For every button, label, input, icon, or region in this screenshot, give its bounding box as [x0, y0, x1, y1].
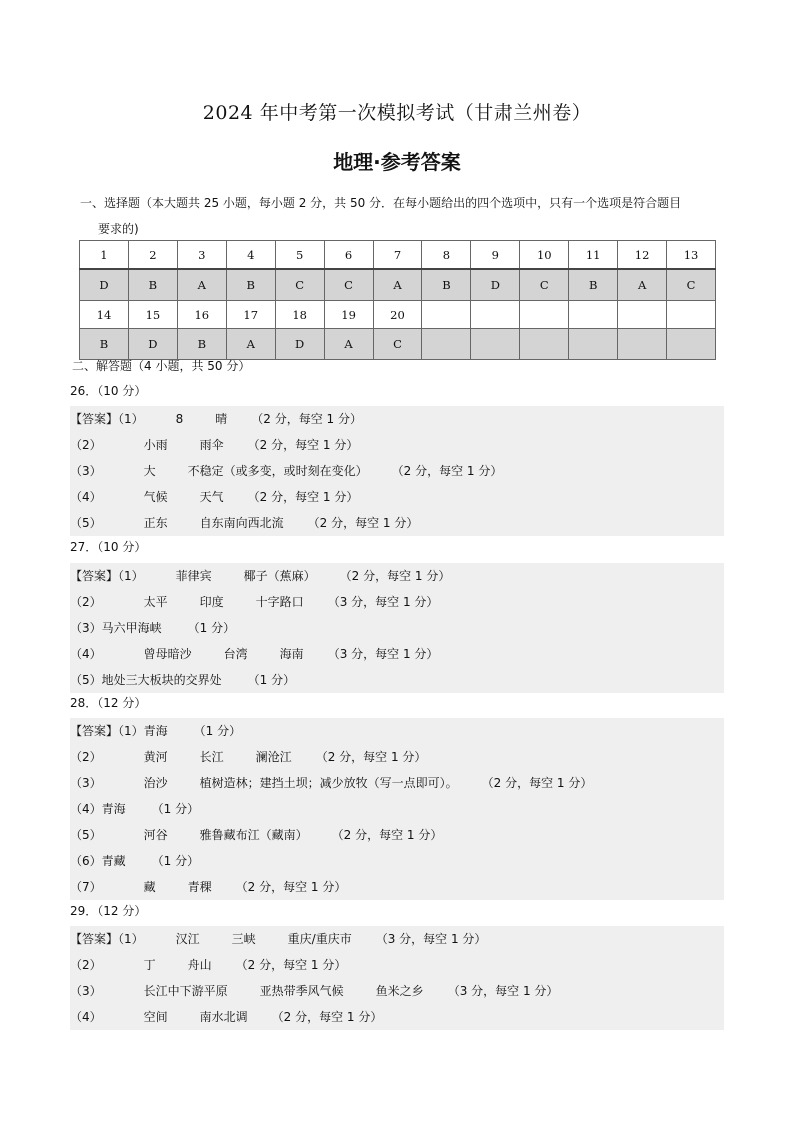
answer-label: 【答案】（1）青海 [70, 724, 168, 738]
answer-label: （4） [70, 1010, 102, 1024]
section1-line1: 一、选择题（本大题共 25 小题，每小题 2 分，共 50 分．在每小题给出的四个选项中，只有一个选项是符合题目 [80, 196, 682, 210]
question-number-cell [422, 301, 471, 329]
answer-cell [471, 329, 520, 360]
answer-text: （3 分，每空 1 分） [327, 595, 439, 609]
question-heading: 26．（10 分） [70, 384, 147, 398]
answer-text: 治沙 [143, 776, 168, 790]
answer-line [70, 874, 724, 900]
answer-cell: B [226, 269, 275, 301]
question-number-cell: 9 [471, 241, 520, 270]
answer-cell [422, 329, 471, 360]
answer-label: （4）青海 [70, 802, 126, 816]
answer-text: （2 分，每空 1 分） [235, 880, 347, 894]
answer-text: 长江中下游平原 [143, 984, 228, 998]
answer-text: （1 分） [187, 621, 236, 635]
table-row [80, 241, 716, 270]
answer-text: 太平 [143, 595, 168, 609]
answer-line [70, 770, 724, 796]
answer-text: 雅鲁藏布江（藏南） [199, 828, 308, 842]
answer-text: （1 分） [247, 673, 296, 687]
answer-cell: B [177, 329, 226, 360]
answer-label: （5） [70, 828, 102, 842]
answer-cell: A [373, 269, 422, 301]
answer-line [70, 718, 724, 744]
answer-text: 十字路口 [255, 595, 304, 609]
answer-cell [667, 329, 716, 360]
answer-text: 丁 [143, 958, 156, 972]
answer-text: 台湾 [223, 647, 248, 661]
answer-label: （5）地处三大板块的交界处 [70, 673, 222, 687]
answer-text: 自东南向西北流 [199, 516, 284, 530]
answer-line [70, 510, 724, 536]
answer-label: （2） [70, 595, 102, 609]
question-number-cell: 5 [275, 241, 324, 270]
answer-cell: B [80, 329, 129, 360]
answer-text: 南水北调 [199, 1010, 248, 1024]
answer-block [70, 718, 724, 900]
answer-text: 晴 [215, 412, 228, 426]
answer-text: 大 [143, 464, 156, 478]
answer-line [70, 1004, 724, 1030]
answer-cell: A [618, 269, 667, 301]
answer-text: （2 分，每空 1 分） [331, 828, 443, 842]
answer-label: （6）青藏 [70, 854, 126, 868]
question-number-cell [520, 301, 569, 329]
answer-text: 藏 [143, 880, 156, 894]
answer-cell: B [569, 269, 618, 301]
answer-text: 气候 [143, 490, 168, 504]
answer-text: 植树造林；建挡土坝；减少放牧（写一点即可）。 [199, 776, 458, 790]
answer-cell: D [471, 269, 520, 301]
answer-text: 三峡 [231, 932, 256, 946]
answer-text: 椰子（蕉麻） [243, 569, 316, 583]
answer-line [70, 822, 724, 848]
answer-line [70, 484, 724, 510]
question-number-cell: 4 [226, 241, 275, 270]
answer-label: （2） [70, 438, 102, 452]
section1-line2: 要求的) [98, 222, 139, 236]
answer-label: 【答案】（1） [70, 932, 144, 946]
question-number-cell: 12 [618, 241, 667, 270]
answer-text: 不稳定（或多变，或时刻在变化） [187, 464, 368, 478]
answer-text: 菲律宾 [175, 569, 212, 583]
answer-label: （3） [70, 776, 102, 790]
answer-line [70, 406, 724, 432]
question-number-cell [569, 301, 618, 329]
answer-line [70, 458, 724, 484]
answer-line [70, 563, 724, 589]
answer-text: 重庆/重庆市 [287, 932, 352, 946]
answer-cell [618, 329, 667, 360]
answer-cell: A [226, 329, 275, 360]
answer-text: 澜沧江 [255, 750, 292, 764]
question-number-cell: 13 [667, 241, 716, 270]
answer-text: 天气 [199, 490, 224, 504]
answer-text: 空间 [143, 1010, 168, 1024]
answer-text: 亚热带季风气候 [259, 984, 344, 998]
answer-text: （2 分，每空 1 分） [481, 776, 593, 790]
answer-text: 鱼米之乡 [375, 984, 424, 998]
question-number-cell [618, 301, 667, 329]
answer-text: （2 分，每空 1 分） [315, 750, 427, 764]
question-heading: 29．（12 分） [70, 904, 147, 918]
answer-cell: B [422, 269, 471, 301]
answer-text: （2 分，每空 1 分） [247, 438, 359, 452]
answer-line [70, 796, 724, 822]
table-row [80, 329, 716, 360]
answer-line [70, 744, 724, 770]
answer-text: 汉江 [175, 932, 200, 946]
section1-instructions [80, 190, 728, 242]
answer-text: 正东 [143, 516, 168, 530]
answer-line [70, 978, 724, 1004]
page-subtitle: 地理·参考答案 [333, 150, 461, 174]
answer-text: （3 分，每空 1 分） [375, 932, 487, 946]
answer-text: （2 分，每空 1 分） [271, 1010, 383, 1024]
answer-text: （2 分，每空 1 分） [307, 516, 419, 530]
answer-label: （2） [70, 958, 102, 972]
question-number-cell: 17 [226, 301, 275, 329]
answer-cell: B [128, 269, 177, 301]
answer-label: （7） [70, 880, 102, 894]
answer-cell: A [324, 329, 373, 360]
answer-text: 8 [175, 412, 184, 426]
answer-line [70, 615, 724, 641]
answer-label: （2） [70, 750, 102, 764]
answer-cell: D [80, 269, 129, 301]
question-number-cell: 14 [80, 301, 129, 329]
choice-answer-table [79, 240, 716, 360]
question-number-cell: 10 [520, 241, 569, 270]
answer-text: 长江 [199, 750, 224, 764]
answer-cell: C [520, 269, 569, 301]
answer-cell: D [128, 329, 177, 360]
answer-text: 舟山 [187, 958, 212, 972]
answer-text: 小雨 [143, 438, 168, 452]
answer-text: 青稞 [187, 880, 212, 894]
page-title: 2024 年中考第一次模拟考试（甘肃兰州卷） [202, 102, 592, 124]
answer-block [70, 926, 724, 1030]
table-row [80, 301, 716, 329]
question-number-cell: 1 [80, 241, 129, 270]
answer-text: （1 分） [151, 802, 200, 816]
answer-cell: C [373, 329, 422, 360]
answer-cell: D [275, 329, 324, 360]
answer-cell: A [177, 269, 226, 301]
answer-text: （2 分，每空 1 分） [247, 490, 359, 504]
question-number-cell [667, 301, 716, 329]
answer-line [70, 589, 724, 615]
question-number-cell: 2 [128, 241, 177, 270]
answer-text: （3 分，每空 1 分） [327, 647, 439, 661]
answer-label: （4） [70, 647, 102, 661]
answer-cell [520, 329, 569, 360]
answer-block [70, 563, 724, 693]
answer-label: （3） [70, 984, 102, 998]
answer-text: 雨伞 [199, 438, 224, 452]
answer-cell: C [324, 269, 373, 301]
answer-line [70, 926, 724, 952]
question-heading: 27．（10 分） [70, 540, 147, 554]
table-row [80, 269, 716, 301]
question-number-cell: 18 [275, 301, 324, 329]
answer-text: （1 分） [151, 854, 200, 868]
answer-text: （2 分，每空 1 分） [235, 958, 347, 972]
answer-text: （3 分，每空 1 分） [447, 984, 559, 998]
question-number-cell: 8 [422, 241, 471, 270]
answer-line [70, 432, 724, 458]
answer-text: 黄河 [143, 750, 168, 764]
answer-text: （2 分，每空 1 分） [339, 569, 451, 583]
answer-line [70, 641, 724, 667]
question-number-cell: 6 [324, 241, 373, 270]
answer-label: 【答案】（1） [70, 569, 144, 583]
answer-label: （3）马六甲海峡 [70, 621, 162, 635]
answer-cell: C [275, 269, 324, 301]
answer-line [70, 848, 724, 874]
question-number-cell: 19 [324, 301, 373, 329]
section2-heading: 二、解答题（4 小题，共 50 分） [72, 359, 251, 373]
answer-label: （4） [70, 490, 102, 504]
answer-cell [569, 329, 618, 360]
answer-text: 印度 [199, 595, 224, 609]
question-number-cell: 15 [128, 301, 177, 329]
question-heading: 28．（12 分） [70, 696, 147, 710]
question-number-cell: 16 [177, 301, 226, 329]
question-number-cell: 7 [373, 241, 422, 270]
answer-text: 曾母暗沙 [143, 647, 192, 661]
answer-text: 海南 [279, 647, 304, 661]
answer-label: （3） [70, 464, 102, 478]
answer-label: （5） [70, 516, 102, 530]
answer-block [70, 406, 724, 536]
question-number-cell: 20 [373, 301, 422, 329]
question-number-cell: 11 [569, 241, 618, 270]
answer-text: （2 分，每空 1 分） [251, 412, 363, 426]
answer-cell: C [667, 269, 716, 301]
answer-text: 河谷 [143, 828, 168, 842]
answer-text: （2 分，每空 1 分） [391, 464, 503, 478]
answer-text: （1 分） [193, 724, 242, 738]
question-number-cell [471, 301, 520, 329]
question-number-cell: 3 [177, 241, 226, 270]
answer-label: 【答案】（1） [70, 412, 144, 426]
answer-line [70, 667, 724, 693]
answer-line [70, 952, 724, 978]
